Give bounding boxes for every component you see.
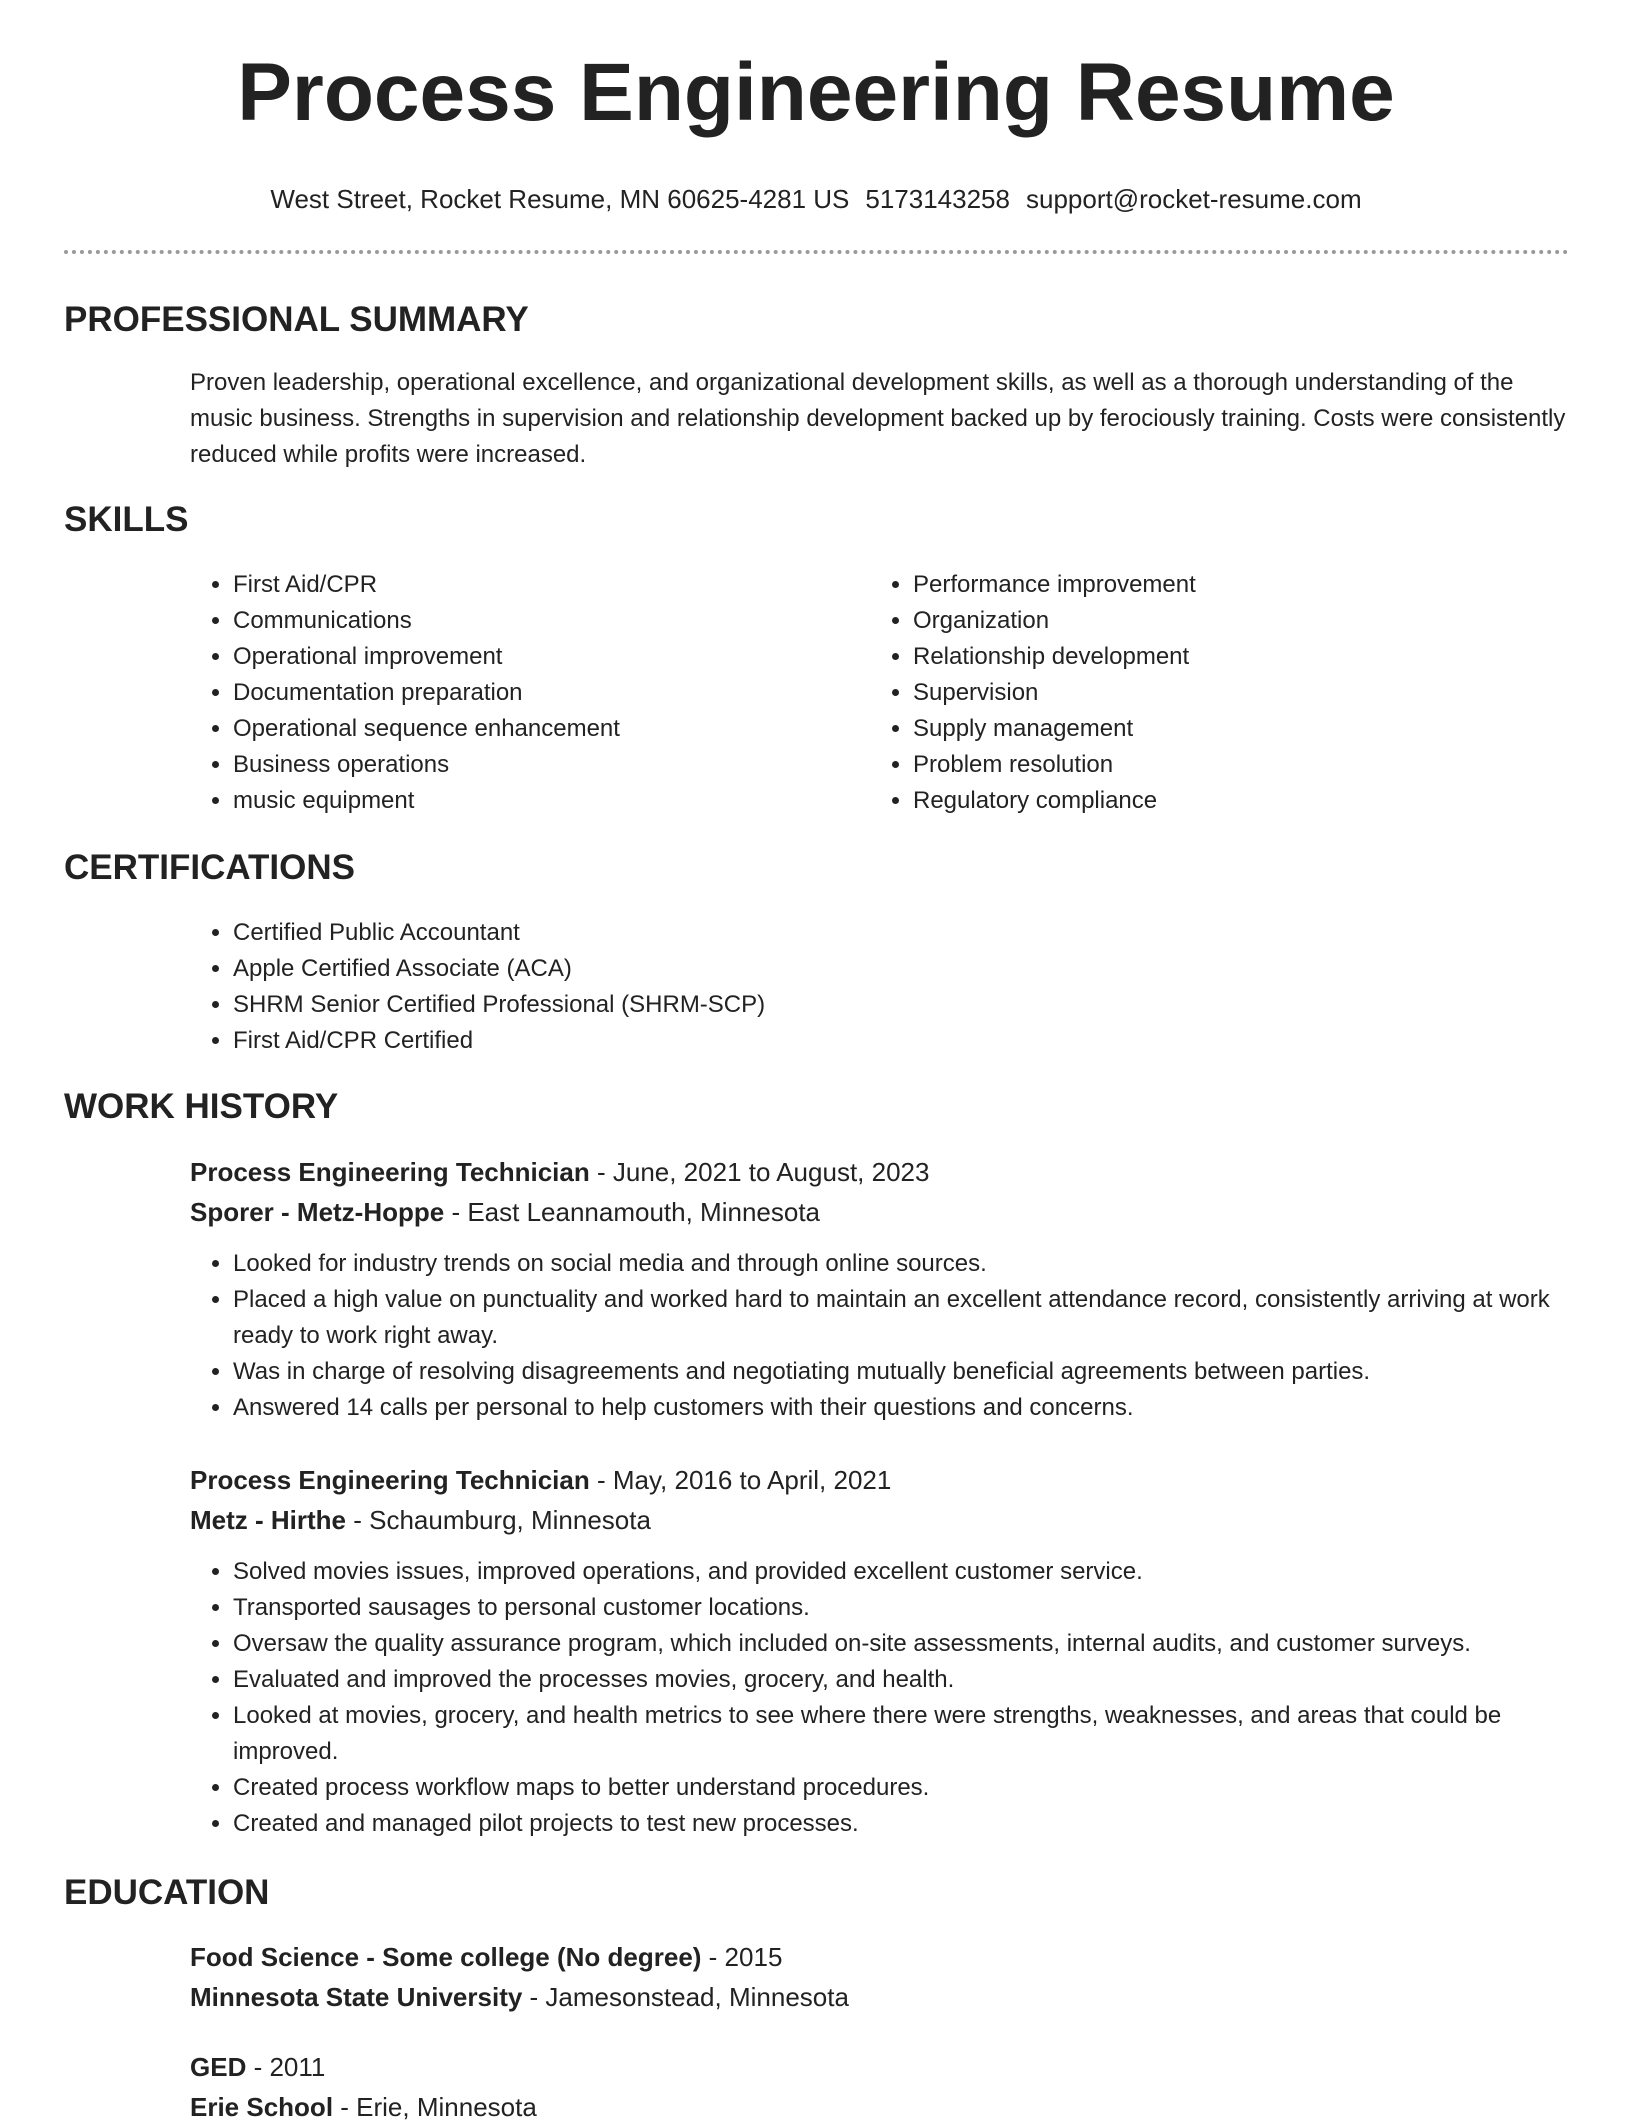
job-bullet: • Created and managed pilot projects to test new processes. xyxy=(233,1806,1570,1842)
job-bullet: • Was in charge of resolving disagreements and negotiating mutually beneficial agreements between parties. xyxy=(233,1354,1570,1390)
skills-column-left xyxy=(190,567,830,819)
skill-item: • Supply management xyxy=(913,711,1550,747)
work-history-heading: WORK HISTORY xyxy=(64,1087,339,1126)
education-year: - 2015 xyxy=(701,1942,783,1972)
certifications-heading: CERTIFICATIONS xyxy=(64,848,356,887)
job-company: Metz - Hirthe xyxy=(190,1505,346,1535)
skill-item: • Business operations xyxy=(233,747,830,783)
skill-item: • First Aid/CPR xyxy=(233,567,830,603)
skills-column-right xyxy=(870,567,1550,819)
education-school: Minnesota State University xyxy=(190,1982,523,2012)
certifications-list xyxy=(190,915,1570,1059)
skills-heading: SKILLS xyxy=(64,500,189,539)
job-bullet: • Solved movies issues, improved operations, and provided excellent customer service. xyxy=(233,1554,1570,1590)
job-title-line xyxy=(190,1460,1570,1500)
education-degree: GED xyxy=(190,2052,247,2082)
contact-address: West Street, Rocket Resume, MN 60625-4281 US xyxy=(270,184,850,214)
skill-item: • Relationship development xyxy=(913,639,1550,675)
skill-item: • Supervision xyxy=(913,675,1550,711)
job-bullet: • Oversaw the quality assurance program, which included on-site assessments, internal audits, and customer surveys. xyxy=(233,1626,1570,1662)
job-company-line xyxy=(190,1192,1570,1232)
job-bullet: • Looked for industry trends on social media and through online sources. xyxy=(233,1246,1570,1282)
skill-item: • Performance improvement xyxy=(913,567,1550,603)
job-bullet: • Evaluated and improved the processes movies, grocery, and health. xyxy=(233,1662,1570,1698)
education-heading: EDUCATION xyxy=(64,1873,270,1912)
job-company: Sporer - Metz-Hoppe xyxy=(190,1197,445,1227)
job-bullet: • Created process workflow maps to better understand procedures. xyxy=(233,1770,1570,1806)
job-bullet: • Looked at movies, grocery, and health metrics to see where there were strengths, weaknesses, and areas that could be improved. xyxy=(233,1698,1570,1770)
resume-title: Process Engineering Resume xyxy=(237,47,1395,138)
job-location: - Schaumburg, Minnesota xyxy=(346,1505,651,1535)
skill-item: • Regulatory compliance xyxy=(913,783,1550,819)
certification-item: • First Aid/CPR Certified xyxy=(233,1023,1570,1059)
education-year: - 2011 xyxy=(246,2052,326,2082)
education-degree-line xyxy=(190,2047,1570,2087)
certification-item: • Apple Certified Associate (ACA) xyxy=(233,951,1570,987)
summary-heading: PROFESSIONAL SUMMARY xyxy=(64,300,529,339)
education-school: Erie School xyxy=(190,2092,334,2122)
job-bullet: • Transported sausages to personal customer locations. xyxy=(233,1590,1570,1626)
contact-email: support@rocket-resume.com xyxy=(1025,184,1362,214)
education-school-line xyxy=(190,1977,1570,2017)
skill-item: • Documentation preparation xyxy=(233,675,830,711)
job-title-line xyxy=(190,1152,1570,1192)
education-entry xyxy=(190,2047,1570,2127)
education-degree: Food Science - Some college (No degree) xyxy=(190,1942,702,1972)
skill-item: • Organization xyxy=(913,603,1550,639)
job-dates: - June, 2021 to August, 2023 xyxy=(589,1157,930,1187)
certification-item: • Certified Public Accountant xyxy=(233,915,1570,951)
header-divider xyxy=(64,250,1569,254)
skill-item: • Operational sequence enhancement xyxy=(233,711,830,747)
education-entry xyxy=(190,1937,1570,2017)
skill-item: • Communications xyxy=(233,603,830,639)
skill-item: • Operational improvement xyxy=(233,639,830,675)
job-entry xyxy=(190,1152,1570,1426)
job-company-line xyxy=(190,1500,1570,1540)
skill-item: • music equipment xyxy=(233,783,830,819)
job-title: Process Engineering Technician xyxy=(190,1465,590,1495)
education-school-line xyxy=(190,2087,1570,2127)
contact-line xyxy=(0,182,1632,216)
education-degree-line xyxy=(190,1937,1570,1977)
job-bullet: • Answered 14 calls per personal to help customers with their questions and concerns. xyxy=(233,1390,1570,1426)
skill-item: • Problem resolution xyxy=(913,747,1550,783)
certification-item: • SHRM Senior Certified Professional (SHRM-SCP) xyxy=(233,987,1570,1023)
job-entry xyxy=(190,1460,1570,1842)
job-dates: - May, 2016 to April, 2021 xyxy=(589,1465,892,1495)
education-location: - Erie, Minnesota xyxy=(333,2092,537,2122)
job-bullet: • Placed a high value on punctuality and worked hard to maintain an excellent attendance record, consistently arriving at work ready to work right away. xyxy=(233,1282,1570,1354)
education-location: - Jamesonstead, Minnesota xyxy=(522,1982,849,2012)
job-title: Process Engineering Technician xyxy=(190,1157,590,1187)
job-location: - East Leannamouth, Minnesota xyxy=(444,1197,821,1227)
contact-phone: 5173143258 xyxy=(865,184,1010,214)
summary-text: Proven leadership, operational excellence, and organizational development skills, as well as a thorough understanding of the music business. Strengths in supervision and relationship development backed up by ferociously training. Costs were consistently reduced while profits were increased. xyxy=(190,369,1566,468)
